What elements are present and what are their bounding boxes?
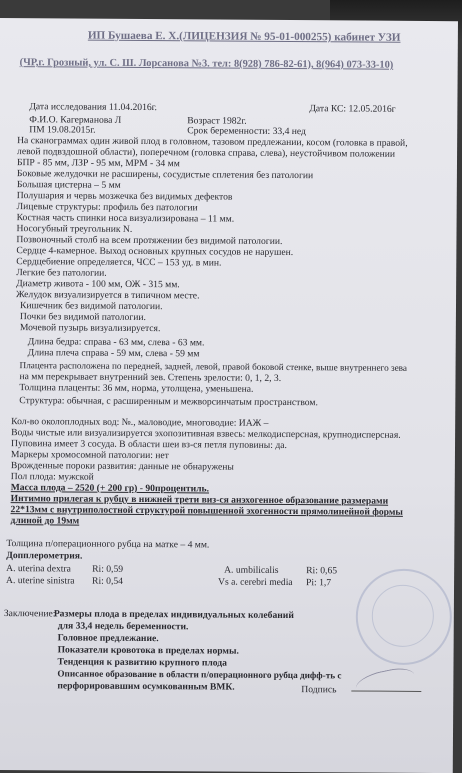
- conclusion-line: Показатели кровотока в пределах нормы.: [57, 644, 239, 657]
- conclusion-label: Заключение:: [3, 608, 56, 620]
- doppler-umbilicalis-label: A. umbilicalis: [224, 564, 279, 576]
- body-line: Боковые желудочки не расширены, сосудистые сплетения без патологии: [16, 168, 314, 182]
- body-line: Костная часть спинки носа визуализирована – 11 мм.: [16, 212, 235, 225]
- patient-age: Возраст 1982г.: [187, 115, 247, 127]
- body-line: Полушария и червь мозжечка без видимых дефектов: [16, 190, 233, 203]
- last-period: ПМ 19.08.2015г.: [29, 124, 96, 136]
- body-line: Носогубный треугольник N.: [16, 223, 133, 235]
- fetus-weight: Масса плода – 2520 (+ 200 гр) - 90процентиль.: [10, 482, 210, 495]
- body-line: на мм перекрывает внутренний зев. Степень зрелости: 0, 1, 2, 3.: [19, 371, 282, 384]
- body-line: БПР - 85 мм, ЛЗР - 95 мм, МРМ - 34 мм: [16, 157, 180, 170]
- pregnancy-term: Срок беременности: 33,4 нед: [187, 125, 307, 138]
- body-line: Диаметр живота - 100 мм, ОЖ - 315 мм.: [16, 278, 180, 291]
- body-line: Желудок визуализируется в типичном месте.: [16, 289, 200, 302]
- patient-name: Ф.И.О. Кагерманова Л: [29, 114, 122, 126]
- conclusion-line: Размеры плода в пределах индивидуальных колебаний: [53, 608, 294, 622]
- conclusion-line: Головное предлежание.: [57, 632, 159, 645]
- ultrasound-report-sheet: [0, 18, 458, 773]
- body-line: Почки без видимой патологии.: [19, 311, 146, 324]
- ks-date: Дата КС: 12.05.2016г: [309, 103, 396, 115]
- doppler-cerebri-media-value: Pi: 1,7: [306, 577, 332, 589]
- fetus-sex: Пол плода: мужской: [10, 471, 94, 483]
- body-line: Плацента расположена по передней, задней, левой, правой боковой стенке, выше внутреннего зева: [19, 360, 408, 373]
- body-line: Длина плеча справа - 59 мм, слева - 59 мм: [27, 347, 200, 360]
- conclusion-line: Тенденция к развитию крупного плода: [57, 656, 228, 669]
- finding-line: 22*13мм с внутриполостной структурой повышенной эхогенности прямолинейной формы: [10, 504, 403, 518]
- scar-thickness: Толщина п/операционного рубца на матке – 4 мм.: [6, 538, 210, 551]
- body-line: Сердце 4-камерное. Выход основных крупных сосудов не нарушен.: [16, 245, 294, 259]
- body-line: Структура: обычная, с расширенным и межворсинчатым пространством.: [19, 395, 318, 409]
- exam-date: Дата исследования 11.04.2016г.: [29, 101, 157, 114]
- clinic-address: (ЧР,г. Грозный, ул. С. Ш. Лорсанова №3. тел: 8(928) 786-82-61), 8(964) 073-33-10): [19, 57, 394, 71]
- handwritten-signature: [353, 665, 417, 702]
- finding-line: Интимно прилегая к рубцу в нижней трети виз-ся анэхогенное образование размерами: [10, 493, 389, 507]
- body-line: Сердцебиение определяется, ЧСС – 153 уд. в мин.: [16, 256, 222, 269]
- body-line: Лицевые структуры: профиль без патологии: [16, 201, 198, 214]
- body-line: Длина бедра: справа - 63 мм, слева - 63 мм.: [27, 336, 205, 349]
- doppler-uterina-sinistra-value: Ri: 0,54: [92, 575, 124, 587]
- body-line: левой подвздошной области), поперечном (головка справа, слева), неустойчивом положении: [17, 146, 396, 160]
- doppler-uterina-dextra-value: Ri: 0,59: [92, 563, 124, 575]
- body-line: Маркеры хромосомной патологии: нет: [10, 449, 169, 462]
- body-line: Врожденные пороки развития: данные не обнаружены: [10, 460, 234, 473]
- round-stamp: [355, 568, 452, 665]
- doppler-cerebri-media-label: Vs a. cerebri media: [218, 576, 293, 589]
- conclusion-line: перфорировавшим осумкованным ВМК.: [57, 680, 235, 693]
- finding-line: длиной до 19мм: [10, 515, 80, 527]
- doppler-uterina-sinistra-label: A. uterine sinistra: [6, 575, 75, 587]
- body-line: Толщина плаценты: 36 мм, норма, утолщена, уменьшена.: [19, 382, 254, 395]
- body-line: Кол-во околоплодных вод: №., маловодие, многоводие: ИАЖ –: [11, 416, 269, 429]
- body-line: Большая цистерна – 5 мм: [16, 179, 121, 191]
- conclusion-line: Описанное образование в области п/операционного рубца дифф-ть с: [57, 668, 342, 681]
- body-line: Пуповина имеет 3 сосуда. В области шеи вз-ся петля пуповины: да.: [10, 438, 287, 452]
- body-line: Позвоночный столб на всем протяжении без видимой патологии.: [16, 234, 283, 247]
- clinic-header: ИП Бушаева Е. Х.(ЛИЦЕНЗИЯ № 95-01-000255) кабинет УЗИ: [87, 29, 401, 44]
- doppler-uterina-dextra-label: A. uterina dextra: [6, 563, 71, 575]
- body-line: Кишечник без видимой патологии.: [19, 300, 163, 313]
- conclusion-line: для 33,4 недель беременности.: [57, 620, 189, 633]
- doppler-heading: Допплерометрия.: [6, 550, 83, 562]
- doppler-umbilicalis-value: Ri: 0,65: [306, 565, 338, 577]
- signature-label: Подпись: [301, 684, 337, 696]
- body-line: На сканограммах один живой плод в головном, тазовом предлежании, косом (головка в правой,: [17, 135, 408, 149]
- body-line: Легкие без патологии.: [16, 267, 107, 279]
- body-line: Мочевой пузырь визуализируется.: [19, 322, 161, 335]
- body-line: Воды чистые или визуализируется эхопозитивная взвесь: мелкодисперсная, крупнодисперсная.: [11, 427, 401, 441]
